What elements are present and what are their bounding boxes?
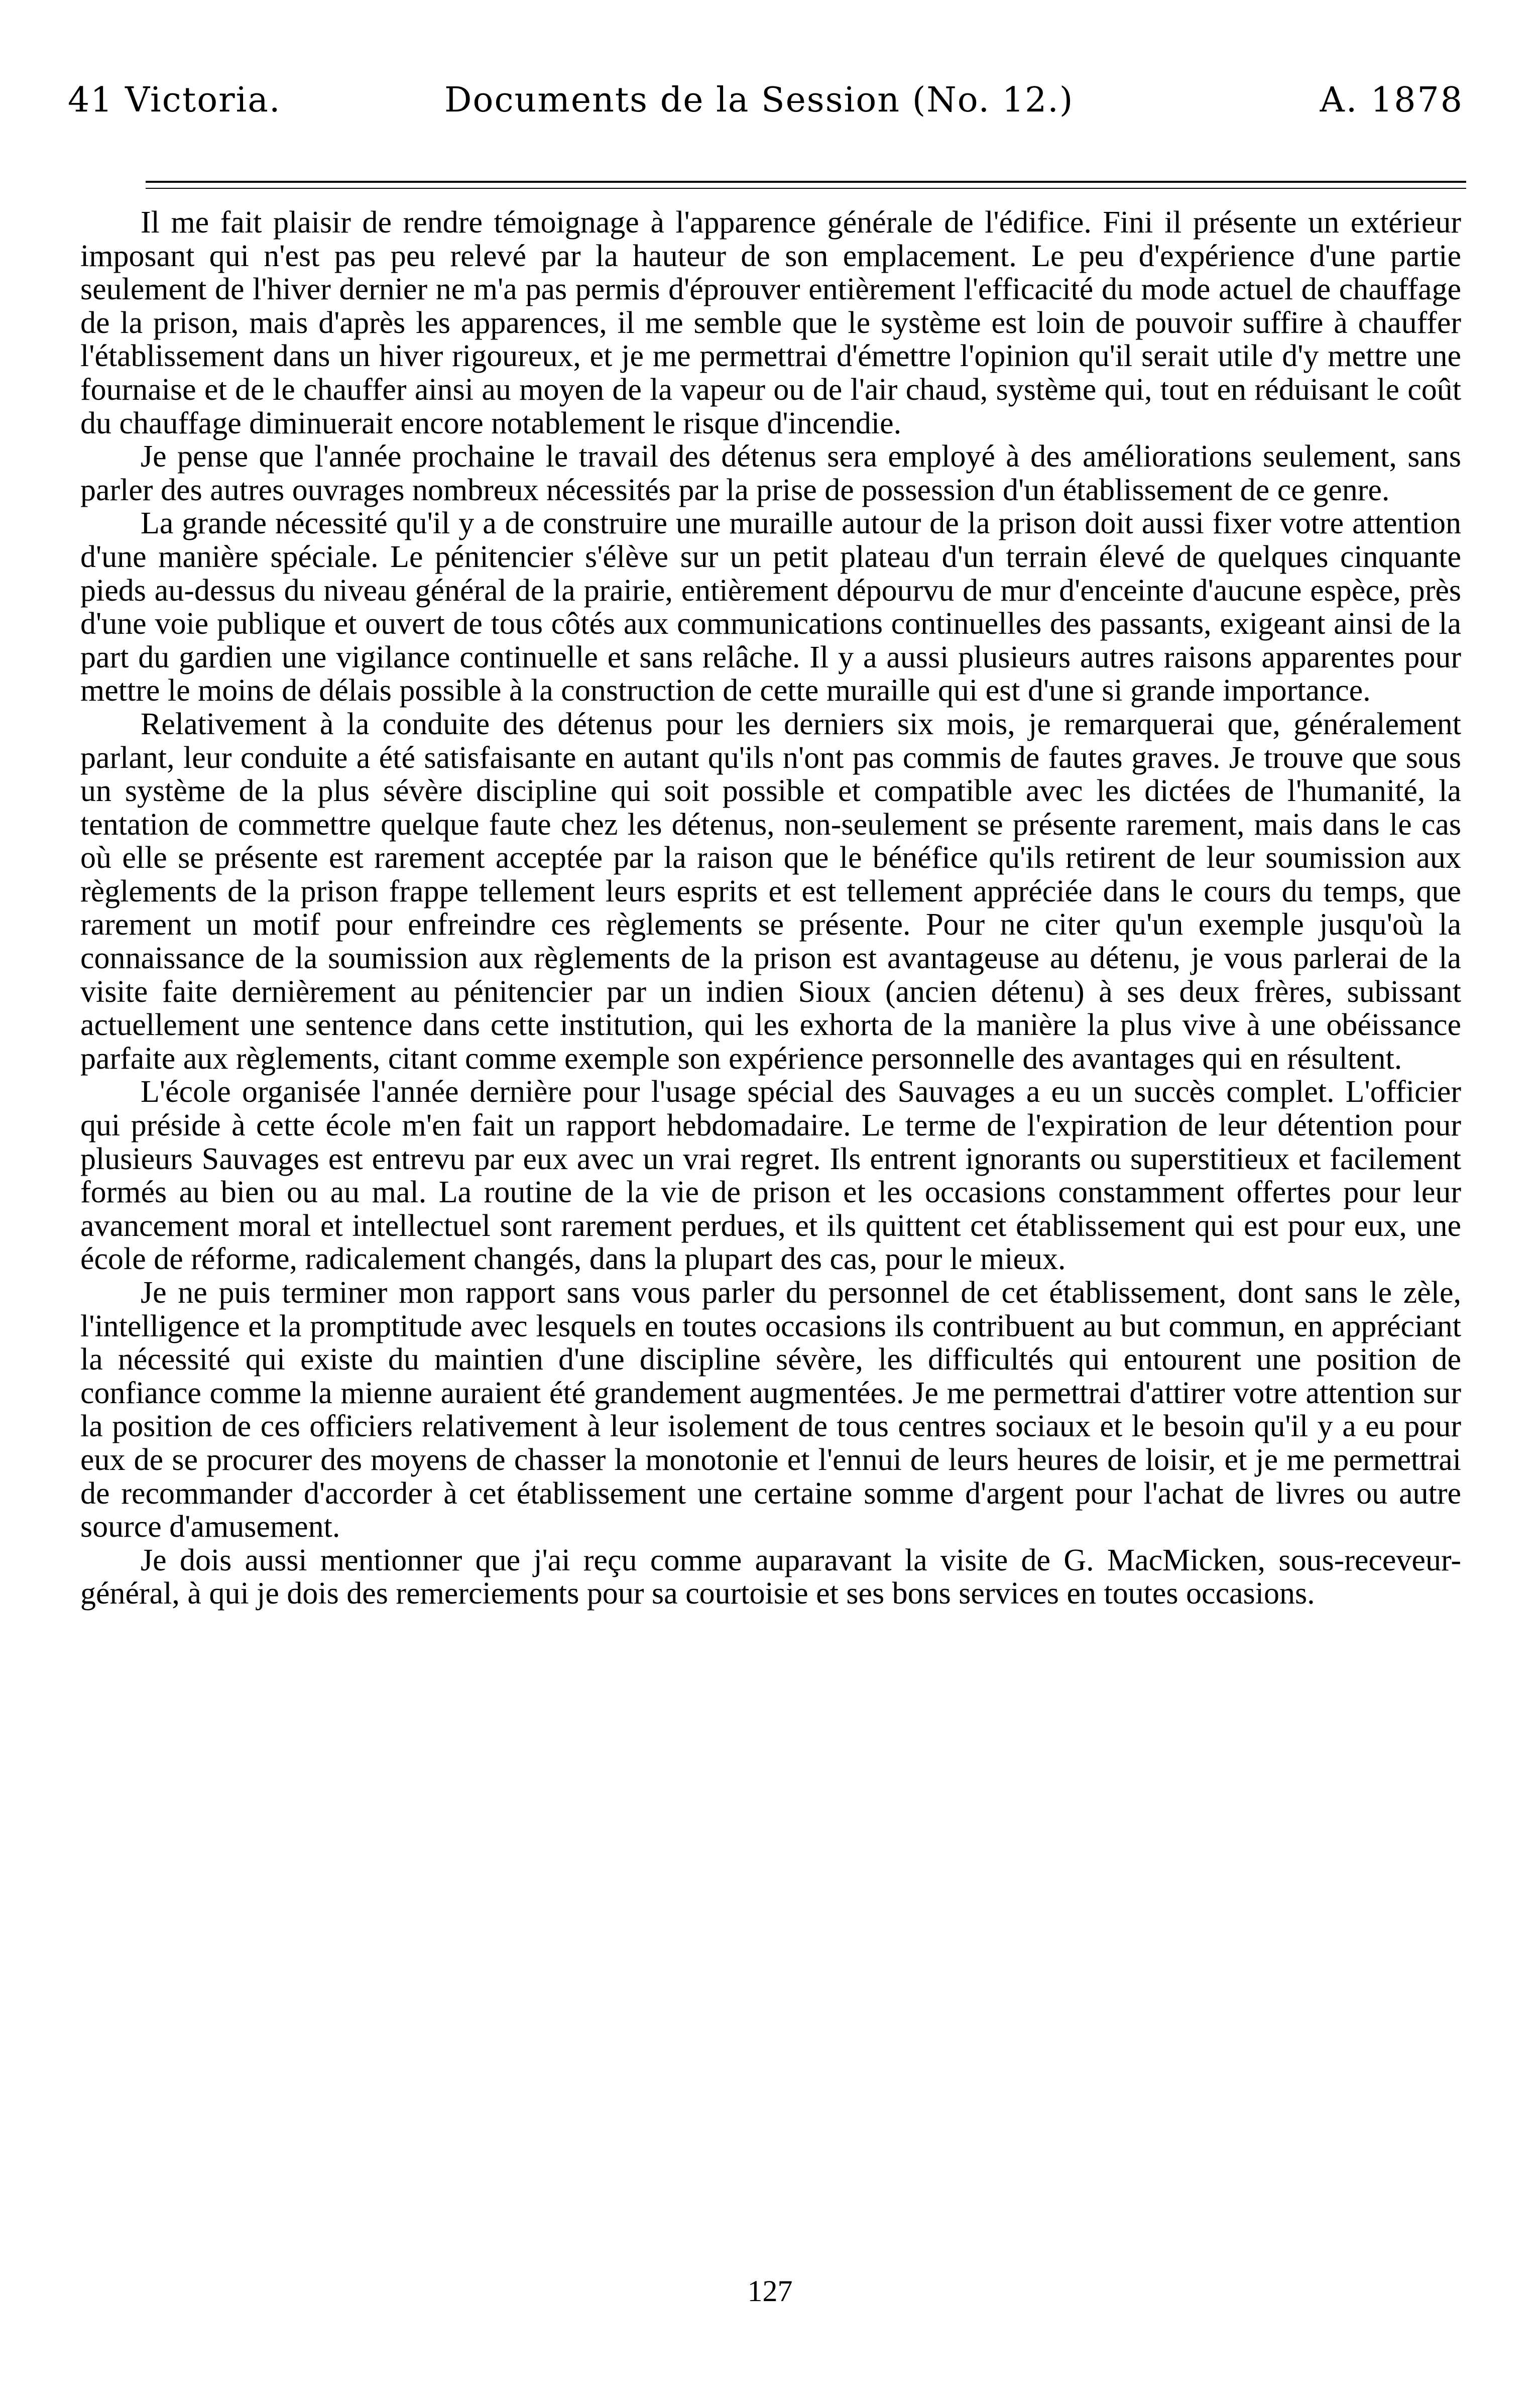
header-year: A. 1878 — [1320, 80, 1464, 120]
header-rule-thin — [146, 188, 1466, 189]
paragraph-improvements: Je pense que l'année prochaine le travail des détenus sera employé à des améliorations seulement, sans parler des autres ouvrages nombreux nécessités par la prise de possession d'un établissement de ce genre. — [80, 439, 1461, 507]
header-volume: 41 Victoria. — [68, 80, 281, 120]
paragraph-heating: Il me fait plaisir de rendre témoignage à l'apparence générale de l'édifice. Fini il présente un extérieur imposant qui n'est pas peu relevé par la hauteur de son emplacement. Le peu d'expérience d'une partie seulement de l'hiver dernier ne m'a pas permis d'éprouver entièrement l'efficacité du mode actuel de chauffage de la prison, mais d'après les apparences, il me semble que le système est loin de pouvoir suffire à chauffer l'établissement dans un hiver rigoureux, et je me permettrai d'émettre l'opinion qu'il serait utile d'y mettre une fournaise et de le chauffer ainsi au moyen de la vapeur ou de l'air chaud, système qui, tout en réduisant le coût du chauffage diminuerait encore notablement le risque d'incendie. — [80, 205, 1461, 440]
paragraph-school: L'école organisée l'année dernière pour l'usage spécial des Sauvages a eu un succès complet. L'officier qui préside à cette école m'en fait un rapport hebdomadaire. Le terme de l'expiration de leur détention pour plusieurs Sauvages est entrevu par eux avec un vrai regret. Ils entrent ignorants ou superstitieux et facilement formés au bien ou au mal. La routine de la vie de prison et les occasions constamment offertes pour leur avancement moral et intellectuel sont rarement perdues, et ils quittent cet établissement qui est pour eux, une école de réforme, radicalement changés, dans la plupart des cas, pour le mieux. — [80, 1075, 1461, 1277]
page-number: 127 — [747, 2274, 793, 2308]
paragraph-conduct: Relativement à la conduite des détenus pour les derniers six mois, je remarquerai que, généralement parlant, leur conduite a été satisfaisante en autant qu'ils n'ont pas commis de fautes graves. Je trouve que sous un système de la plus sévère discipline qui soit possible et compatible avec les dictées de l'humanité, la tentation de commettre quelque faute chez les détenus, non-seulement se présente rarement, mais dans le cas où elle se présente est rarement acceptée par la raison que le bénéfice qu'ils retirent de leur soumission aux règlements de la prison frappe tellement leurs esprits et est tellement appréciée dans le cours du temps, que rarement un motif pour enfreindre ces règlements se présente. Pour ne citer qu'un exemple jusqu'où la connaissance de la soumission aux règlements de la prison est avantageuse au détenu, je vous parlerai de la visite faite dernièrement au pénitencier par un indien Sioux (ancien détenu) à ses deux frères, subissant actuellement une sentence dans cette institution, qui les exhorta de la manière la plus vive à une obéissance parfaite aux règlements, citant comme exemple son expérience personnelle des avantages qui en résultent. — [80, 707, 1461, 1076]
page-header — [68, 70, 1464, 131]
paragraph-visit: Je dois aussi mentionner que j'ai reçu comme auparavant la visite de G. MacMicken, sous-receveur-général, à qui je dois des remerciements pour sa courtoisie et ses bons services en toutes occasions. — [80, 1543, 1461, 1611]
header-rule-thick — [146, 181, 1466, 183]
header-title: Documents de la Session (No. 12.) — [444, 80, 1074, 120]
paragraph-wall: La grande nécessité qu'il y a de construire une muraille autour de la prison doit aussi fixer votre attention d'une manière spéciale. Le pénitencier s'élève sur un petit plateau d'un terrain élevé de quelques cinquante pieds au-dessus du niveau général de la prairie, entièrement dépourvu de mur d'enceinte d'aucune espèce, près d'une voie publique et ouvert de tous côtés aux communications continuelles des passants, exigeant ainsi de la part du gardien une vigilance continuelle et sans relâche. Il y a aussi plusieurs autres raisons apparentes pour mettre le moins de délais possible à la construction de cette muraille qui est d'une si grande importance. — [80, 506, 1461, 708]
paragraph-personnel: Je ne puis terminer mon rapport sans vous parler du personnel de cet établissement, dont sans le zèle, l'intelligence et la promptitude avec lesquels en toutes occasions ils contribuent au but commun, en appréciant la nécessité qui existe du maintien d'une discipline sévère, les difficultés qui entourent une position de confiance comme la mienne auraient été grandement augmentées. Je me permettrai d'attirer votre attention sur la position de ces officiers relativement à leur isolement de tous centres sociaux et le besoin qu'il y a eu pour eux de se procurer des moyens de chasser la monotonie et l'ennui de leurs heures de loisir, et je me permettrai de recommander d'accorder à cet établissement une certaine somme d'argent pour l'achat de livres ou autre source d'amusement. — [80, 1276, 1461, 1544]
report-body — [80, 206, 1461, 1611]
